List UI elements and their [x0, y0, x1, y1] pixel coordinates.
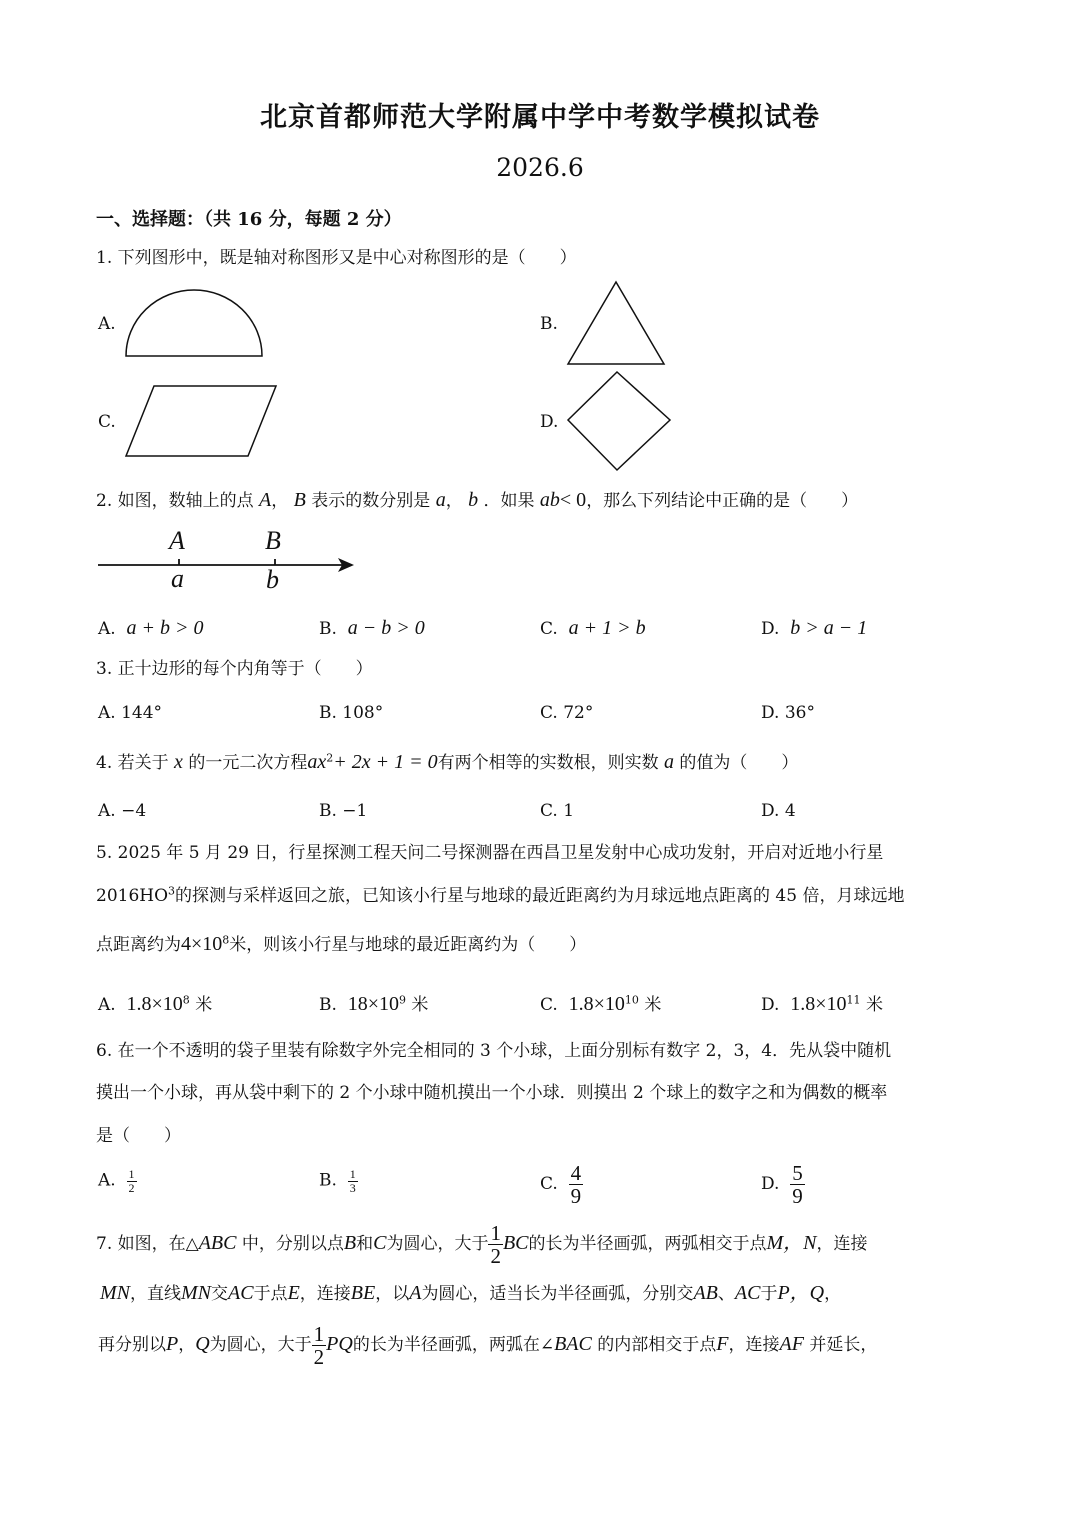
q3-option-b: B. 108° — [319, 703, 384, 723]
q4-eq-exponent: 2 — [326, 751, 334, 765]
q7-l2-b: 交 — [211, 1284, 228, 1304]
q2-comma-2: ， — [445, 491, 463, 511]
rhombus-figure — [564, 368, 676, 476]
q6-option-b-key: B. — [319, 1170, 337, 1191]
q5-option-a — [98, 990, 212, 1016]
q5-option-b-unit: 米 — [411, 995, 429, 1015]
q5-option-c — [540, 990, 661, 1016]
q6-option-a-denominator: 2 — [128, 1180, 135, 1195]
q7-l2-a: ，直线 — [130, 1284, 181, 1304]
q1-option-a-label: A. — [98, 314, 116, 334]
q2-text-end: ，那么下列结论中正确的是（ ） — [586, 491, 859, 511]
q2-option-c-key: C. — [540, 619, 558, 639]
q2-option-d-key: D. — [761, 619, 780, 639]
q7-l3-c: 为圆心，大于 — [209, 1335, 312, 1356]
q6-option-b-fraction — [348, 1168, 358, 1194]
q6-option-d-fraction — [790, 1162, 805, 1207]
q7-point-f: F — [716, 1333, 729, 1356]
q7-half-fraction-2 — [312, 1323, 327, 1368]
q6-option-b-denominator: 3 — [349, 1180, 356, 1195]
exam-title: 北京首都师范大学附属中学中考数学模拟试卷 — [260, 102, 820, 133]
q6-option-b — [319, 1168, 358, 1194]
q5-option-d-exp: 11 — [846, 993, 861, 1007]
q6-option-d — [761, 1162, 805, 1207]
q5-option-b-base: 18×10 — [347, 993, 399, 1015]
q7-l1-start: 7. 如图，在△ — [96, 1234, 199, 1255]
q6-option-c-numerator: 4 — [570, 1161, 582, 1185]
number-line-label-a-lower: a — [171, 564, 184, 593]
question-7-line-2 — [100, 1281, 841, 1305]
question-6-line-1: 6. 在一个不透明的袋子里装有除数字外完全相同的 3 个小球，上面分别标有数字 2，3，4．先从袋中随机 — [96, 1041, 892, 1061]
q7-l2-f: 为圆心，适当长为半径画弧，分别交 — [421, 1284, 694, 1304]
q7-l3-f: ，连接 — [728, 1335, 780, 1356]
q7-l1-post: 的长为半径画弧，两弧相交于点 — [528, 1234, 767, 1255]
exam-date: 2026.6 — [496, 153, 584, 182]
question-7-line-3 — [98, 1323, 877, 1368]
q5-option-d-key: D. — [761, 995, 780, 1015]
q5-option-c-key: C. — [540, 995, 558, 1015]
q5-option-a-base: 1.8×10 — [126, 993, 183, 1015]
q6-option-b-numerator: 1 — [349, 1167, 356, 1181]
q5-option-c-unit: 米 — [644, 995, 662, 1015]
q4-text-mid: 的一元二次方程 — [188, 753, 308, 773]
q7-segment-ac-2: AC — [734, 1282, 761, 1304]
q5-line-2-rest: 的探测与采样返回之旅，已知该小行星与地球的最近距离约为月球远地点距离的 45 倍，月球远地 — [175, 886, 905, 906]
q7-l2-e: ，以 — [375, 1284, 410, 1304]
q7-l3-d: 的长为半径画弧，两弧在∠ — [352, 1335, 555, 1356]
q2-text-mid: 表示的数分别是 — [311, 491, 431, 511]
q7-l2-h: 于 — [760, 1284, 778, 1304]
q3-option-c: C. 72° — [540, 703, 594, 723]
q6-option-d-numerator: 5 — [792, 1161, 803, 1185]
q4-eq-ax: ax — [307, 751, 327, 773]
q5-option-c-base: 1.8×10 — [568, 993, 625, 1015]
q2-var-a: a — [435, 489, 446, 511]
q5-distance-base: 4×10 — [181, 933, 223, 955]
q5-option-b-key: B. — [319, 995, 337, 1015]
number-line — [96, 525, 366, 600]
q2-point-b: B — [293, 489, 306, 511]
q5-distance-exp: 8 — [222, 933, 230, 947]
q4-option-d: D. 4 — [761, 801, 796, 821]
q5-line-3-rest: 米，则该小行星与地球的最近距离约为（ ） — [229, 935, 587, 955]
q2-option-b-key: B. — [319, 619, 337, 639]
q4-option-c: C. 1 — [540, 801, 575, 821]
q7-l2-d: ，连接 — [299, 1284, 351, 1304]
q5-option-d-base: 1.8×10 — [790, 993, 847, 1015]
q7-segment-pq: PQ — [326, 1333, 353, 1356]
question-7-line-1 — [96, 1222, 868, 1267]
question-1-text: 1. 下列图形中，既是轴对称图形又是中心对称图形的是（ ） — [96, 248, 577, 268]
q3-option-a: A. 144° — [98, 703, 163, 723]
q7-l2-i: ， — [824, 1284, 842, 1304]
q7-triangle-abc: ABC — [198, 1232, 237, 1255]
q7-l2-g: 、 — [717, 1284, 735, 1304]
q7-segment-mn: MN — [100, 1282, 130, 1304]
q6-option-c-fraction — [569, 1162, 584, 1207]
q7-l3-b: ， — [178, 1335, 196, 1356]
q6-option-c — [540, 1162, 583, 1207]
q2-comma: ， — [271, 491, 289, 511]
q7-segment-ab: AB — [693, 1282, 718, 1304]
q7-half-1-den: 2 — [490, 1244, 501, 1269]
q4-text-post: 有两个相等的实数根，则实数 — [437, 753, 659, 773]
q2-option-b-expr: a − b > 0 — [347, 617, 425, 639]
q6-option-a-fraction — [127, 1168, 137, 1194]
q5-option-c-exp: 10 — [624, 993, 639, 1007]
q7-half-1-num: 1 — [490, 1221, 501, 1245]
number-line-label-a-upper: A — [169, 526, 185, 555]
q2-option-a-key: A. — [98, 619, 116, 639]
q7-points-pq: P，Q — [777, 1282, 825, 1304]
parallelogram-figure — [120, 382, 282, 460]
q6-option-d-key: D. — [761, 1174, 780, 1195]
q2-option-d — [761, 617, 867, 640]
q5-asteroid-sup: 3 — [168, 884, 176, 898]
q7-segment-af: AF — [779, 1333, 804, 1356]
q4-text-end: 的值为（ ） — [679, 753, 799, 773]
q7-points-mn: M，N — [766, 1232, 817, 1255]
q1-option-c-label: C. — [98, 412, 116, 432]
q2-option-a — [98, 617, 204, 640]
q7-line-mn: MN — [181, 1282, 211, 1304]
q5-option-a-key: A. — [98, 995, 116, 1015]
q7-half-2-num: 1 — [313, 1322, 325, 1346]
q5-option-b — [319, 990, 428, 1016]
question-3-text: 3. 正十边形的每个内角等于（ ） — [96, 659, 373, 679]
q2-var-b: b — [468, 489, 479, 511]
q2-option-a-expr: a + b > 0 — [126, 617, 204, 639]
question-5-line-1: 5. 2025 年 5 月 29 日，行星探测工程天问二号探测器在西昌卫星发射中心成功发射，开启对近地小行星 — [96, 843, 884, 863]
question-5-line-2 — [96, 886, 904, 906]
number-line-label-b-upper: B — [265, 526, 281, 555]
q4-text-start: 4. 若关于 — [96, 753, 169, 773]
q2-option-d-expr: b > a − 1 — [790, 617, 868, 639]
question-2-text — [96, 488, 858, 512]
q7-segment-ac: AC — [228, 1282, 254, 1304]
q7-l3-a: 再分别以 — [98, 1335, 166, 1356]
q6-option-d-denominator: 9 — [792, 1184, 803, 1209]
q7-point-q: Q — [195, 1333, 210, 1356]
q7-point-p: P — [166, 1333, 179, 1356]
q6-option-c-key: C. — [540, 1174, 558, 1195]
q6-option-a — [98, 1168, 137, 1194]
q2-text-mid2: ．如果 — [483, 491, 535, 511]
question-4-text — [96, 750, 798, 774]
semicircle-figure — [120, 285, 270, 361]
q7-l1-mid2: 为圆心，大于 — [386, 1234, 489, 1255]
q5-asteroid-name: 2016HO — [96, 886, 169, 906]
q6-option-c-denominator: 9 — [570, 1184, 582, 1209]
q7-l2-c: 于点 — [253, 1284, 288, 1304]
q5-option-d-unit: 米 — [865, 995, 883, 1015]
q4-eq-rest: + 2x + 1 = 0 — [333, 751, 438, 773]
q2-less-than-zero: < 0 — [559, 489, 587, 511]
question-6-line-3: 是（ ） — [96, 1126, 181, 1146]
q7-angle-bac: BAC — [554, 1333, 592, 1356]
q7-l1-tail: ，连接 — [816, 1234, 868, 1255]
q2-option-c-expr: a + 1 > b — [568, 617, 646, 639]
question-5-line-3 — [96, 932, 586, 956]
q5-option-d — [761, 990, 883, 1016]
q7-point-c: C — [373, 1232, 387, 1255]
q4-var-a: a — [664, 751, 674, 773]
q7-half-fraction-1 — [488, 1222, 503, 1267]
q4-option-a: A. −4 — [98, 801, 147, 821]
q7-l1-mid: 中，分别以点 — [241, 1234, 344, 1255]
q1-option-d-label: D. — [540, 412, 559, 432]
q2-option-c — [540, 617, 646, 640]
q7-half-2-den: 2 — [313, 1345, 325, 1370]
q6-option-a-key: A. — [98, 1170, 116, 1191]
q1-option-b-label: B. — [540, 314, 558, 334]
q4-option-b: B. −1 — [319, 801, 368, 821]
q6-option-a-numerator: 1 — [128, 1167, 135, 1181]
q5-option-b-exp: 9 — [399, 993, 406, 1007]
q7-segment-bc: BC — [502, 1232, 529, 1255]
question-6-line-2: 摸出一个小球，再从袋中剩下的 2 个小球中随机摸出一个小球．则摸出 2 个球上的数字之和为偶数的概率 — [96, 1083, 888, 1103]
q7-point-e: E — [287, 1282, 300, 1304]
q7-point-a: A — [409, 1282, 422, 1304]
section-heading-choice: 一、选择题：（共 16 分，每题 2 分） — [96, 209, 402, 230]
number-line-label-b-lower: b — [266, 565, 279, 594]
q2-point-a: A — [259, 489, 272, 511]
q2-text-start: 2. 如图，数轴上的点 — [96, 491, 254, 511]
q7-l3-g: 并延长， — [809, 1335, 878, 1356]
q5-line-3-start: 点距离约为 — [96, 935, 181, 955]
q2-option-b — [319, 617, 425, 640]
q4-var-x: x — [174, 751, 183, 773]
q7-and: 和 — [356, 1234, 374, 1255]
q7-point-b: B — [343, 1232, 357, 1255]
q2-product-ab: ab — [539, 489, 560, 511]
q7-segment-be: BE — [350, 1282, 376, 1304]
q3-option-d: D. 36° — [761, 703, 815, 723]
triangle-figure — [562, 278, 670, 368]
q5-option-a-exp: 8 — [182, 993, 190, 1007]
q5-option-a-unit: 米 — [195, 995, 213, 1015]
q7-l3-e: 的内部相交于点 — [597, 1335, 717, 1356]
